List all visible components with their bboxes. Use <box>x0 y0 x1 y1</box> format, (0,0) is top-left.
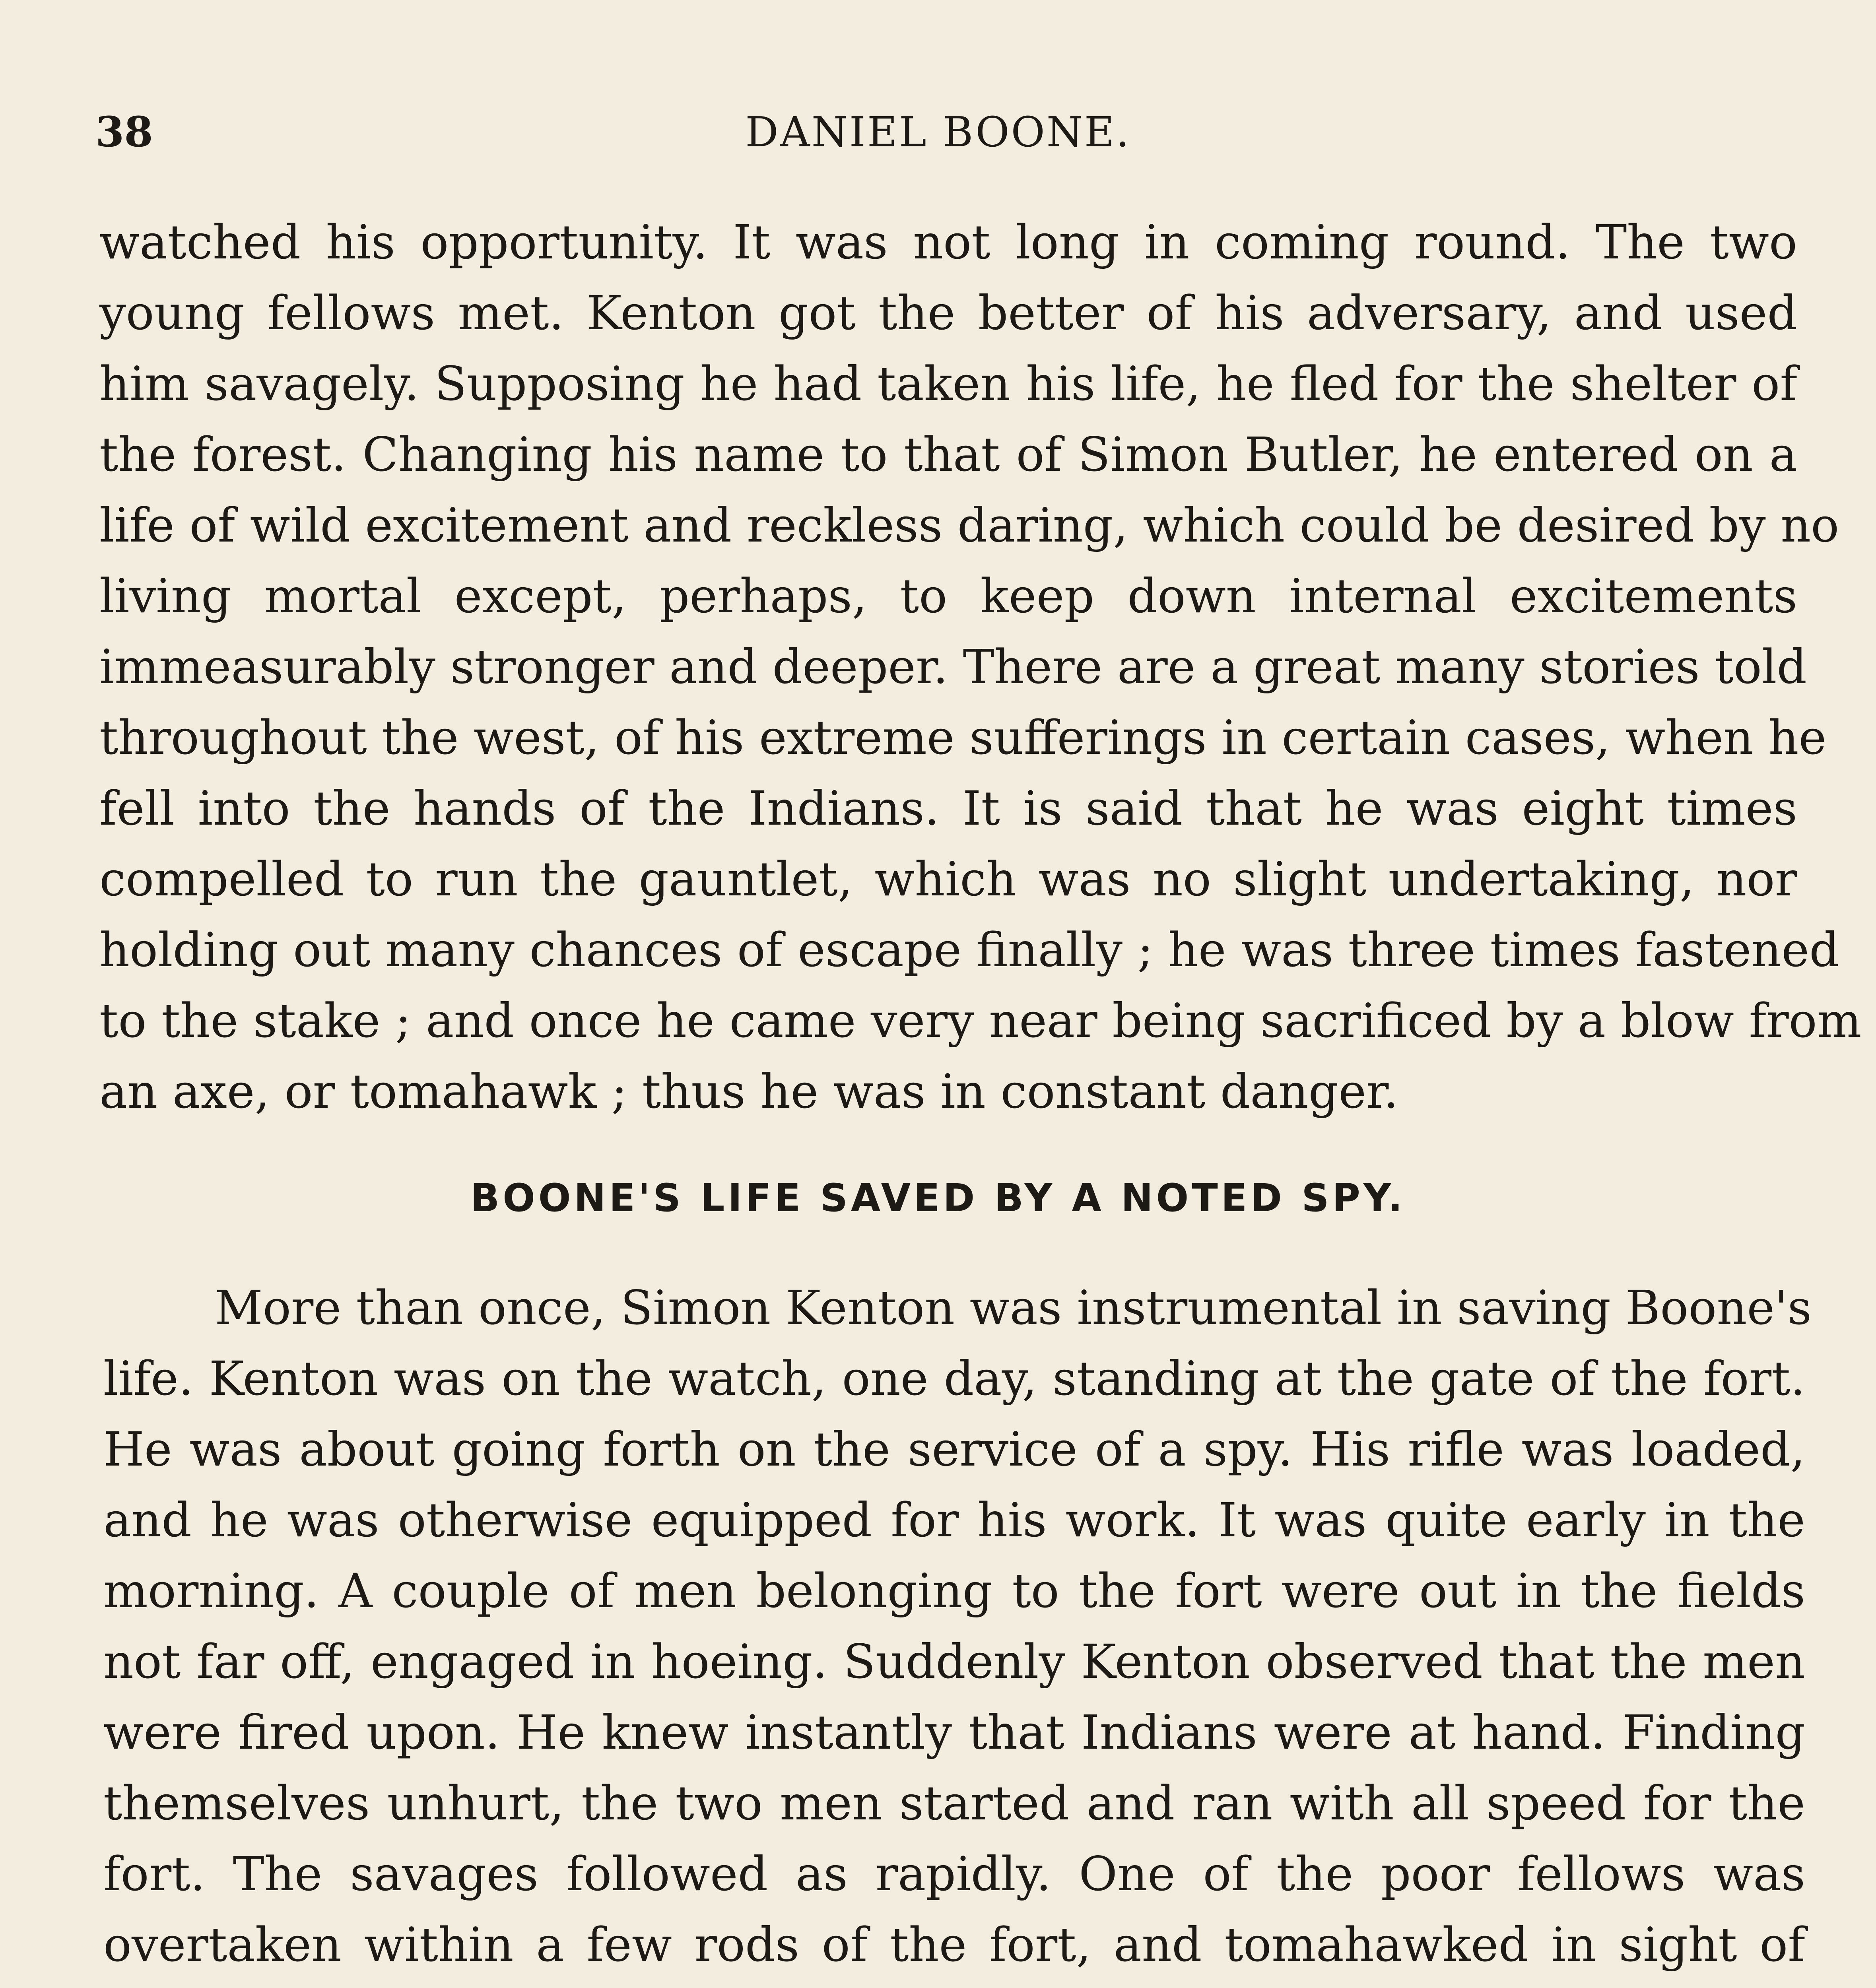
text-line: were fired upon. He knew instantly that Indians were at hand. Finding <box>103 1705 1805 1760</box>
text-line: compelled to run the gauntlet, which was no slight undertaking, nor <box>99 852 1797 907</box>
text-line: to the stake ; and once he came very near being sacrificed by a blow from <box>99 993 1862 1048</box>
text-line: fell into the hands of the Indians. It is said that he was eight times <box>99 781 1797 836</box>
text-line: living mortal except, perhaps, to keep down internal excitements <box>99 569 1797 623</box>
running-title: DANIEL BOONE. <box>745 108 1131 156</box>
text-line: fort. The savages followed as rapidly. One of the poor fellows was <box>103 1846 1805 1901</box>
text-line: him savagely. Supposing he had taken his life, he fled for the shelter of <box>99 356 1797 411</box>
text-line: overtaken within a few rods of the fort, and tomahawked in sight of <box>103 1917 1805 1972</box>
text-line: themselves unhurt, the two men started and ran with all speed for the <box>103 1776 1805 1831</box>
text-line: life of wild excitement and reckless daring, which could be desired by no <box>99 498 1839 553</box>
text-line: the forest. Changing his name to that of Simon Butler, he entered on a <box>99 427 1797 482</box>
text-line: More than once, Simon Kenton was instrumental in saving Boone's <box>215 1280 1812 1335</box>
text-line: not far off, engaged in hoeing. Suddenly Kenton observed that the men <box>103 1634 1805 1689</box>
text-line: He was about going forth on the service of a spy. His rifle was loaded, <box>103 1422 1805 1477</box>
text-line: morning. A couple of men belonging to the fort were out in the fields <box>103 1563 1805 1618</box>
text-line: holding out many chances of escape finally ; he was three times fastened <box>99 922 1839 977</box>
section-heading: BOONE'S LIFE SAVED BY A NOTED SPY. <box>470 1176 1406 1220</box>
text-line: an axe, or tomahawk ; thus he was in constant danger. <box>99 1064 1398 1119</box>
text-line <box>103 1980 1805 1988</box>
text-line: young fellows met. Kenton got the better of his adversary, and used <box>99 285 1797 340</box>
text-line: immeasurably stronger and deeper. There are a great many stories told <box>99 639 1807 694</box>
text-line: throughout the west, of his extreme sufferings in certain cases, when he <box>99 710 1827 765</box>
paragraph-1 <box>99 207 1862 1127</box>
text-line: watched his opportunity. It was not long in coming round. The two <box>99 215 1797 270</box>
text-line: and he was otherwise equipped for his work. It was quite early in the <box>103 1493 1805 1547</box>
paragraph-2 <box>103 1272 1812 1988</box>
text-line: life. Kenton was on the watch, one day, standing at the gate of the fort. <box>103 1351 1805 1406</box>
page-number: 38 <box>95 107 153 156</box>
